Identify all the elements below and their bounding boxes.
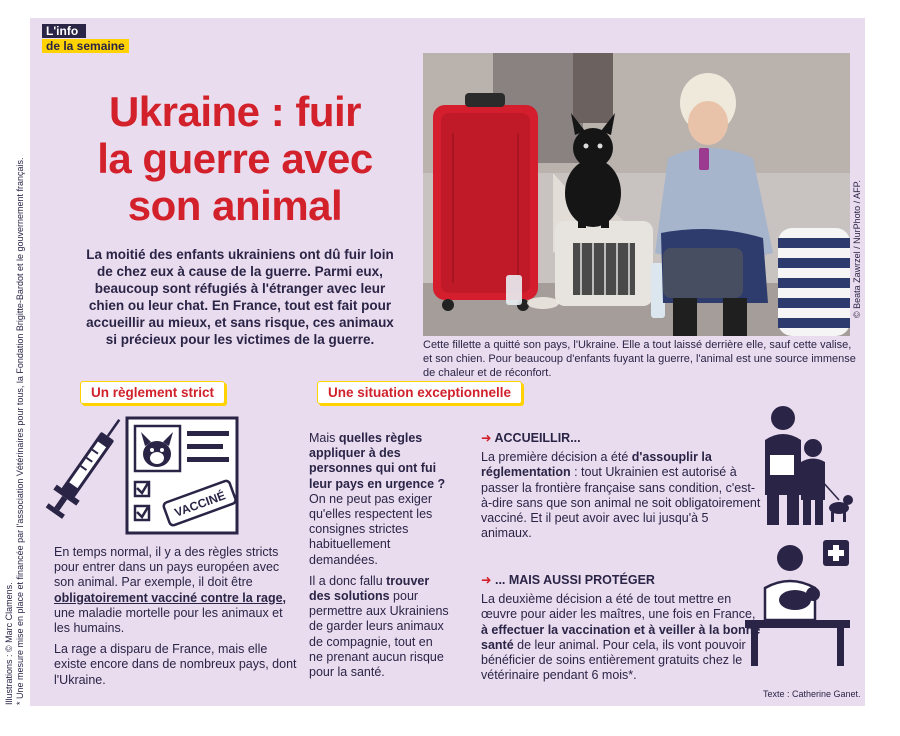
article-page (30, 18, 865, 706)
vaccinated-stamp-text: VACCINÉ (172, 488, 228, 520)
pet-passport-icon (125, 416, 240, 541)
photo-caption: Cette fillette a quitté son pays, l'Ukraine. Elle a tout laissé derrière elle, sauf cette valise, et son chien. Pour beaucoup d'enfants fuyant la guerre, l'animal est une source immense de chaleur et de réconfort. (423, 339, 856, 379)
photo-credit: © Beata Zawrzel / NurPhoto / AFP. (852, 179, 862, 318)
illustration-credit (4, 157, 26, 705)
section-title-exceptional-situation: Une situation exceptionnelle (317, 381, 522, 404)
strict-rules-text (54, 545, 299, 694)
welcome-block (481, 431, 761, 547)
welcome-paragraph: La première décision a été d'assouplir la réglementation : tout Ukrainien est autorisé à passer la frontière française sans condition, c'est-à-dire sans que son animal ne soit obligatoirement vacciné. Et il peut avoir avec lui jusqu'à 5 animaux. (481, 450, 761, 541)
author-signature: Texte : Catherine Ganet. (763, 689, 861, 699)
section-title-strict-rules: Un règlement strict (80, 381, 225, 404)
title-line3: son animal (127, 182, 343, 229)
syringe-icon (42, 413, 122, 538)
welcome-heading: ➜ ACCUEILLIR... (481, 431, 581, 445)
exceptional-paragraph-1: Mais quelles règles appliquer à des personnes qui ont fui leur pays en urgence ? On ne peut pas exiger qu'elles respectent les consignes strictes habituellement demandées. (309, 431, 446, 567)
refugee-family-icon (755, 400, 855, 535)
protect-paragraph: La deuxième décision a été de tout mettre en œuvre pour aider les maîtres, une fois en France, à effectuer la vaccination et à veiller à la bonne santé de leur animal. Pour cela, ils vont pouvoir bénéficier de soins entièrement gratuits chez le vétérinaire pendant 6 mois*. (481, 592, 761, 683)
title-line2: la guerre avec (97, 135, 373, 182)
illustration-credit-line1: Illustrations : © Marc Clamens. (4, 582, 14, 705)
article-title (65, 88, 405, 229)
rubric-tag-line2: de la semaine (42, 39, 129, 53)
strict-rules-paragraph-2: La rage a disparu de France, mais elle existe encore dans de nombreux pays, dont l'Ukraine. (54, 642, 297, 687)
exceptional-situation-text (309, 431, 449, 686)
protect-block (481, 573, 761, 689)
arrow-right-icon: ➜ (481, 431, 492, 445)
rubric-tag-line1: L'info (42, 24, 86, 38)
exceptional-paragraph-2: Il a donc fallu trouver des solutions pour permettre aux Ukrainiens de garder leurs animaux de compagnie, tout en ne prenant aucun risque pour la santé. (309, 573, 449, 680)
rubric-tag (42, 24, 129, 53)
protect-heading: ➜ ... MAIS AUSSI PROTÉGER (481, 573, 655, 587)
strict-rules-paragraph-1: En temps normal, il y a des règles stricts pour entrer dans un pays européen avec son animal. Par exemple, il doit être obligatoirement vacciné contre la rage, une maladie mortelle pour les animaux et les humains. (54, 545, 287, 636)
illustration-credit-line2: * Une mesure mise en place et financée par l'association Vétérinaires pour tous, la Fondation Brigitte-Bardot et le gouvernement français. (15, 157, 25, 705)
intro-paragraph: La moitié des enfants ukrainiens ont dû fuir loin de chez eux à cause de la guerre. Parmi eux, beaucoup sont réfugiés à l'étranger avec leur chien ou leur chat. En France, tout est fait pour accueillir au mieux, et sans risque, ces animaux si précieux pour les victimes de la guerre. (86, 247, 394, 347)
refugee-girl-photo (423, 53, 850, 336)
title-line1: Ukraine : fuir (108, 88, 362, 135)
veterinarian-icon (745, 538, 855, 673)
arrow-right-icon: ➜ (481, 573, 492, 587)
